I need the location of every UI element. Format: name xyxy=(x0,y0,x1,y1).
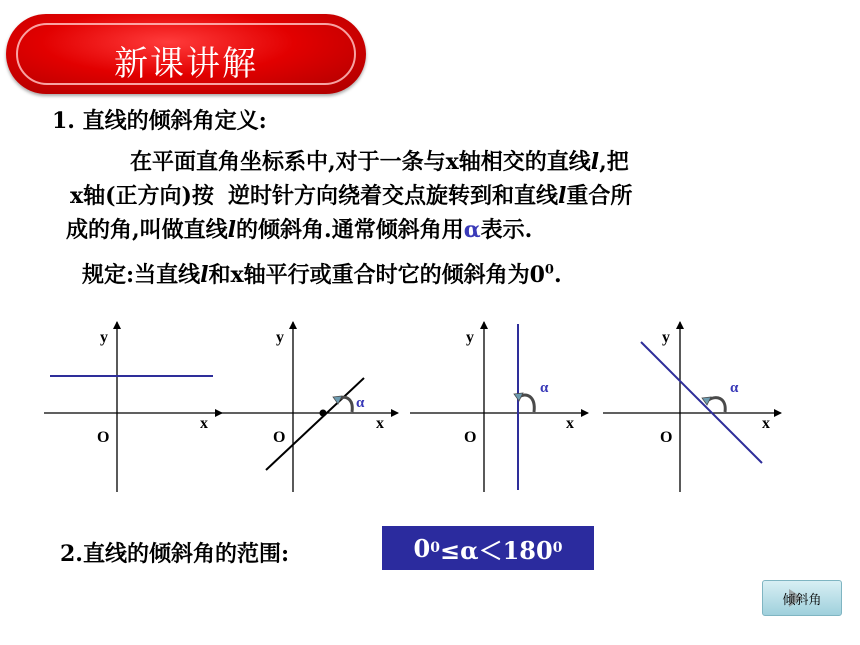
diagram-obtuse xyxy=(603,322,781,492)
rule-l: l xyxy=(200,262,209,288)
y-label: y xyxy=(466,329,474,346)
range-upper-degree: 0 xyxy=(552,540,563,556)
range-lower-degree: 0 xyxy=(430,540,440,556)
alpha-label: α xyxy=(730,380,739,396)
origin-label: O xyxy=(273,429,286,446)
origin-label: O xyxy=(660,429,673,446)
rule-end: . xyxy=(553,262,562,288)
def-line3-text-a: 成的角,叫做直线 xyxy=(66,217,228,243)
y-label: y xyxy=(662,329,670,346)
x-label: x xyxy=(376,415,384,432)
def-line3-text-c: 表示. xyxy=(480,217,533,243)
def-line2-text-a: x轴(正方向)按 xyxy=(70,183,214,209)
line-l xyxy=(266,378,364,470)
nav-button-label: 倾斜角 xyxy=(782,592,822,608)
range-lower: 0 xyxy=(413,533,431,563)
intersection-point xyxy=(320,410,327,417)
def-line1-text-b: ,把 xyxy=(599,149,629,175)
rule-degree: 0 xyxy=(544,262,554,278)
origin-label: O xyxy=(464,429,477,446)
def-line2-l: l xyxy=(557,183,567,209)
rule-text-b: 和x轴平行或重合时它的倾斜角为0 xyxy=(208,262,545,288)
def-line2-text-b: 逆时针方向绕着交点旋转到和直线 xyxy=(227,183,558,209)
diagram-acute xyxy=(220,322,398,492)
angle-arc-icon xyxy=(519,395,534,412)
diagram-vertical xyxy=(410,322,588,492)
x-label: x xyxy=(762,415,770,432)
diagram-horizontal xyxy=(44,322,222,492)
def-line3-text-b: 的倾斜角.通常倾斜角用 xyxy=(236,217,464,243)
range-middle: ≤α＜180 xyxy=(440,535,553,565)
def-line1-l: l xyxy=(590,149,600,175)
def-line3-l: l xyxy=(227,217,237,243)
def-line1-text-a: 在平面直角坐标系中,对于一条与x轴相交的直线 xyxy=(130,149,591,175)
y-label: y xyxy=(100,329,108,346)
section2-heading: 2.直线的倾斜角的范围: xyxy=(60,541,290,567)
range-box xyxy=(382,526,594,570)
def-line3-alpha: α xyxy=(463,217,481,243)
rule-text-a: 规定:当直线 xyxy=(82,262,201,288)
x-label: x xyxy=(566,415,574,432)
def-line2-text-c: 重合所 xyxy=(566,183,633,209)
section1-heading: 1. 直线的倾斜角定义: xyxy=(52,108,267,134)
page-title: 新课讲解 xyxy=(114,44,258,84)
x-label: x xyxy=(200,415,208,432)
alpha-label: α xyxy=(540,380,549,396)
origin-label: O xyxy=(97,429,110,446)
inclination-nav-button[interactable] xyxy=(762,580,842,616)
alpha-label: α xyxy=(356,395,365,411)
y-label: y xyxy=(276,329,284,346)
